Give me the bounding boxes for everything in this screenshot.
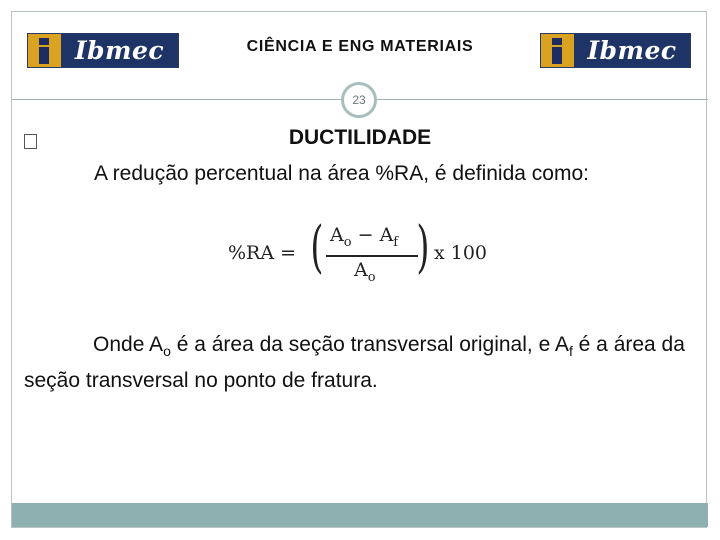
formula-numerator: $A_o - A_f$	[330, 224, 399, 250]
right-paren: )	[416, 215, 430, 280]
formula-denominator: $A_o$	[354, 259, 376, 285]
page-number: 23	[341, 82, 377, 118]
left-paren: (	[310, 215, 324, 280]
ibmec-logo-left	[27, 33, 179, 68]
logo-wordmark: Ibmec	[61, 34, 178, 67]
reduction-area-formula	[226, 215, 506, 292]
intro-text: A redução percentual na área %RA, é definida como:	[94, 162, 589, 185]
explanation-text: Onde $A_o$ é a área da seção transversal original, e $A_f$ é a área da seção transversal no ponto de fratura.	[24, 333, 685, 393]
slide-title: DUCTILIDADE	[288, 126, 432, 149]
logo-i-icon	[541, 34, 574, 67]
logo-i-icon	[28, 34, 61, 67]
logo-wordmark: Ibmec	[574, 34, 690, 67]
formula-lhs: %RA =	[228, 242, 297, 264]
footer-band	[12, 503, 708, 527]
fraction-bar	[326, 255, 418, 257]
formula-multiplier: x 100	[434, 242, 488, 264]
ibmec-logo-right	[540, 33, 691, 68]
course-title: CIÊNCIA E ENG MATERIAIS	[246, 38, 474, 55]
